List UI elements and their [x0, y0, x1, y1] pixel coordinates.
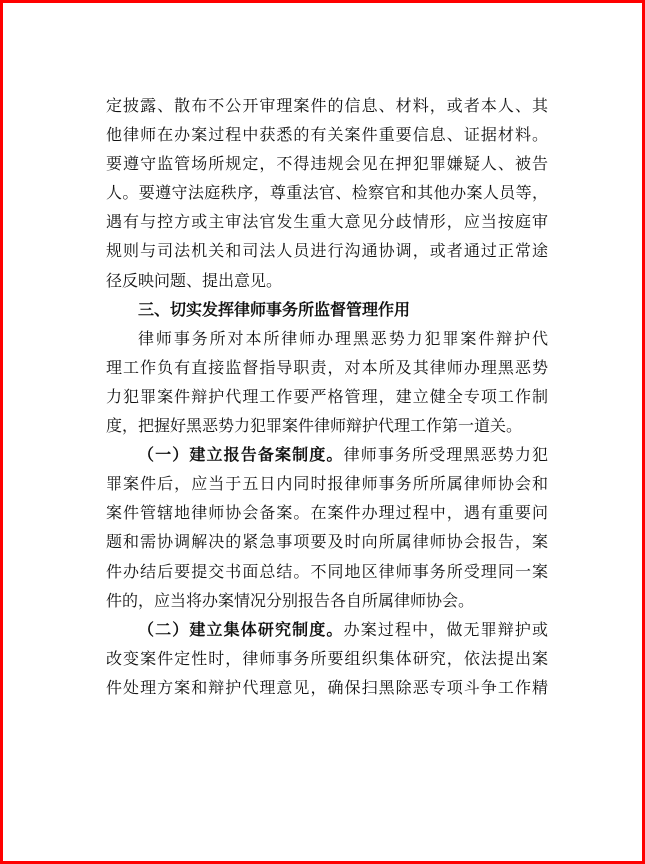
text-line: 题和需协调解决的紧急事项要及时向所属律师协会报告，案 [106, 532, 548, 552]
text-line: 件办结后要提交书面总结。不同地区律师事务所受理同一案 [106, 561, 548, 581]
text-line: 案件管辖地律师协会备案。在案件办理过程中，遇有重要问 [106, 503, 548, 523]
text-line: 律师事务所对本所律师办理黑恶势力犯罪案件辩护代 [138, 328, 548, 348]
text-line: 定披露、散布不公开审理案件的信息、材料，或者本人、其 [106, 96, 548, 115]
text-line [106, 615, 548, 644]
text-line: 要遵守监管场所规定，不得违规会见在押犯罪嫌疑人、被告 [106, 154, 548, 174]
text-line: 理工作负有直接监督指导职责，对本所及其律师办理黑恶势 [106, 357, 548, 377]
paragraph-conduct-rules [106, 91, 548, 295]
item-title: （二）建立集体研究制度。 [138, 619, 344, 639]
text-line: 度，把握好黑恶势力犯罪案件律师辩护代理工作第一道关。 [106, 416, 523, 436]
section-heading: 三、切实发挥律师事务所监督管理作用 [138, 299, 411, 319]
text-line: 人。要遵守法庭秩序，尊重法官、检察官和其他办案人员等， [106, 183, 548, 203]
text-line: 件的，应当将办案情况分别报告各自所属律师协会。 [106, 590, 475, 610]
text-line: 罪案件后，应当于五日内同时报律师事务所所属律师协会和 [106, 474, 548, 494]
text-line: 力犯罪案件辩护代理工作要严格管理，建立健全专项工作制 [106, 386, 548, 406]
text-line [106, 440, 548, 469]
document-body [106, 91, 548, 702]
item-collective-research [106, 615, 548, 702]
item-title: （一）建立报告备案制度。 [138, 445, 344, 465]
paragraph-firm-supervision [106, 324, 548, 440]
item-text: 办案过程中，做无罪辩护或 [343, 619, 548, 639]
text-line: 件处理方案和辩护代理意见，确保扫黑除恶专项斗争工作精 [106, 677, 548, 697]
text-line: 遇有与控方或主审法官发生重大意见分歧情形，应当按庭审 [106, 212, 548, 232]
text-line: 改变案件定性时，律师事务所要组织集体研究，依法提出案 [106, 648, 548, 668]
text-line: 他律师在办案过程中获悉的有关案件重要信息、证据材料。 [106, 125, 548, 145]
text-line: 径反映问题、提出意见。 [106, 270, 283, 290]
item-text: 律师事务所受理黑恶势力犯 [343, 445, 548, 465]
text-line: 规则与司法机关和司法人员进行沟通协调，或者通过正常途 [106, 241, 548, 261]
item-report-filing [106, 440, 548, 615]
